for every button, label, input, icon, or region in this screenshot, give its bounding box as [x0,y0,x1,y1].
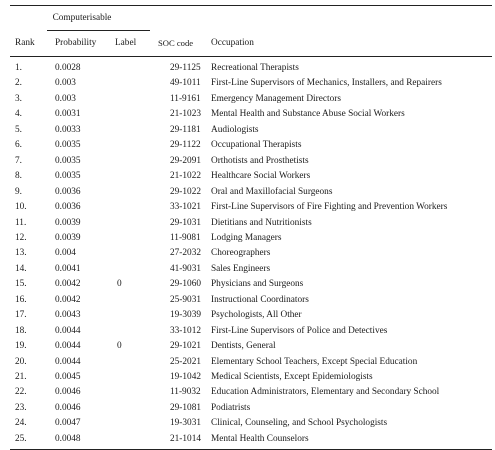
occupation-cell: Lodging Managers [211,232,282,243]
probability-cell: 0.0042 [55,294,81,305]
table-row [10,75,492,90]
probability-cell: 0.0028 [55,63,81,73]
occupation-cell: Healthcare Social Workers [211,171,311,182]
rank-cell: 10. [15,202,27,213]
rank-cell: 17. [15,310,27,321]
soc-code-cell: 27-2032 [170,248,201,259]
rank-cell: 16. [15,294,27,305]
probability-cell: 0.003 [55,78,76,89]
probability-cell: 0.003 [55,93,76,104]
soc-code-cell: 19-1042 [170,372,201,382]
probability-cell: 0.0035 [55,140,81,151]
probability-cell: 0.0045 [55,372,81,382]
occupation-cell: Mental Health Counselors [211,433,309,444]
table-row [10,91,492,106]
occupation-cell: Podiatrists [211,402,251,413]
soc-code-cell: 29-1181 [170,124,201,135]
occupation-cell: Clinical, Counseling, and School Psychologists [211,418,388,429]
rank-column-header: Rank [15,38,35,48]
probability-cell: 0.0031 [55,109,81,120]
soc-code-cell: 29-1125 [170,63,201,73]
table-row [10,168,492,183]
soc-code-cell: 11-9081 [170,232,201,243]
soc-code-cell: 29-2091 [170,155,201,166]
probability-cell: 0.0047 [55,418,81,429]
rank-cell: 6. [15,140,22,151]
rank-cell: 8. [15,171,22,182]
table-row [10,153,492,168]
soc-code-cell: 19-3039 [170,310,201,321]
rank-cell: 25. [15,433,27,444]
occupation-cell: Sales Engineers [211,263,271,274]
table-row [10,384,492,399]
rank-cell: 3. [15,93,22,104]
soc-code-cell: 29-1081 [170,402,201,413]
probability-cell: 0.0035 [55,155,81,166]
probability-cell: 0.0041 [55,263,81,274]
label-column-header: Label [115,38,137,48]
soc-code-cell: 21-1023 [170,109,201,120]
soc-code-cell: 29-1060 [170,279,201,290]
rank-cell: 7. [15,155,22,166]
soc-code-column-header: SOC code [158,38,194,48]
occupation-cell: Dietitians and Nutritionists [211,217,312,228]
label-cell: 0 [117,279,122,290]
soc-code-cell: 41-9031 [170,263,201,274]
table-row [10,415,492,430]
soc-code-cell: 33-1021 [170,202,201,213]
rank-cell: 15. [15,279,27,290]
table-row [10,106,492,121]
soc-code-cell: 49-1011 [170,78,201,89]
occupation-cell: Occupational Therapists [211,140,302,151]
soc-code-cell: 29-1031 [170,217,201,228]
probability-cell: 0.0036 [55,186,81,197]
occupation-cell: Medical Scientists, Except Epidemiologists [211,372,373,382]
table-row [10,230,492,245]
rank-cell: 20. [15,356,27,367]
occupation-cell: First-Line Supervisors of Police and Detectives [211,325,388,336]
soc-code-cell: 29-1021 [170,341,201,352]
table-row [10,215,492,230]
probability-cell: 0.0044 [55,341,81,352]
table-row [10,245,492,260]
label-cell: 0 [117,341,122,352]
table-row [10,261,492,276]
table-row [10,369,492,384]
occupation-column-header: Occupation [211,38,254,48]
occupation-cell: Dentists, General [211,341,276,352]
table-row [10,276,492,291]
occupation-cell: Recreational Therapists [211,63,299,73]
soc-code-cell: 21-1022 [170,171,201,182]
table-row [10,60,492,75]
probability-column-header: Probability [55,38,97,48]
probability-cell: 0.0046 [55,387,81,398]
soc-code-cell: 29-1122 [170,140,201,151]
table-row [10,292,492,307]
occupation-cell: Audiologists [211,124,259,135]
table-row [10,199,492,214]
soc-code-cell: 11-9032 [170,387,201,398]
rank-cell: 18. [15,325,27,336]
table-row [10,137,492,152]
probability-cell: 0.0043 [55,310,81,321]
rank-cell: 13. [15,248,27,259]
soc-code-cell: 25-2021 [170,356,201,367]
rank-cell: 24. [15,418,27,429]
computerisable-group-header: Computerisable [52,13,112,23]
rank-cell: 22. [15,387,27,398]
probability-cell: 0.0046 [55,402,81,413]
soc-code-cell: 11-9161 [170,93,201,104]
table-row [10,338,492,353]
probability-cell: 0.0033 [55,124,81,135]
rank-cell: 23. [15,402,27,413]
rank-cell: 1. [15,63,22,73]
occupation-cell: Physicians and Surgeons [211,279,304,290]
table-row [10,122,492,137]
table-row [10,323,492,338]
soc-code-cell: 21-1014 [170,433,201,444]
rank-cell: 4. [15,109,22,120]
rank-cell: 19. [15,341,27,352]
rank-cell: 2. [15,78,22,89]
occupation-cell: Mental Health and Substance Abuse Social Workers [211,109,405,120]
probability-cell: 0.0039 [55,217,81,228]
probability-cell: 0.0039 [55,232,81,243]
probability-cell: 0.0036 [55,202,81,213]
occupation-cell: Elementary School Teachers, Except Special Education [211,356,418,367]
occupation-cell: Education Administrators, Elementary and Secondary School [211,387,440,398]
rank-cell: 5. [15,124,22,135]
table-row [10,307,492,322]
soc-code-cell: 29-1022 [170,186,201,197]
probability-cell: 0.0042 [55,279,81,290]
rank-cell: 21. [15,372,27,382]
soc-code-cell: 33-1012 [170,325,201,336]
header-bottom-rule [10,56,492,57]
rank-cell: 14. [15,263,27,274]
table-row [10,184,492,199]
soc-code-cell: 25-9031 [170,294,201,305]
soc-code-cell: 19-3031 [170,418,201,429]
occupation-cell: First-Line Supervisors of Fire Fighting and Prevention Workers [211,202,448,213]
table-top-rule [10,5,492,6]
occupation-cell: Oral and Maxillofacial Surgeons [211,186,333,197]
probability-cell: 0.004 [55,248,76,259]
table-row [10,400,492,415]
table-row [10,431,492,446]
group-header-rule [47,30,150,31]
occupation-cell: Orthotists and Prosthetists [211,155,309,166]
occupation-cell: Psychologists, All Other [211,310,302,321]
rank-cell: 11. [15,217,27,228]
occupation-cell: Emergency Management Directors [211,93,341,104]
rank-cell: 9. [15,186,22,197]
probability-cell: 0.0044 [55,356,81,367]
occupation-cell: First-Line Supervisors of Mechanics, Installers, and Repairers [211,78,442,89]
occupation-cell: Instructional Coordinators [211,294,309,305]
rank-cell: 12. [15,232,27,243]
occupation-cell: Choreographers [211,248,271,259]
probability-cell: 0.0035 [55,171,81,182]
table-row [10,354,492,369]
probability-cell: 0.0044 [55,325,81,336]
probability-cell: 0.0048 [55,433,81,444]
